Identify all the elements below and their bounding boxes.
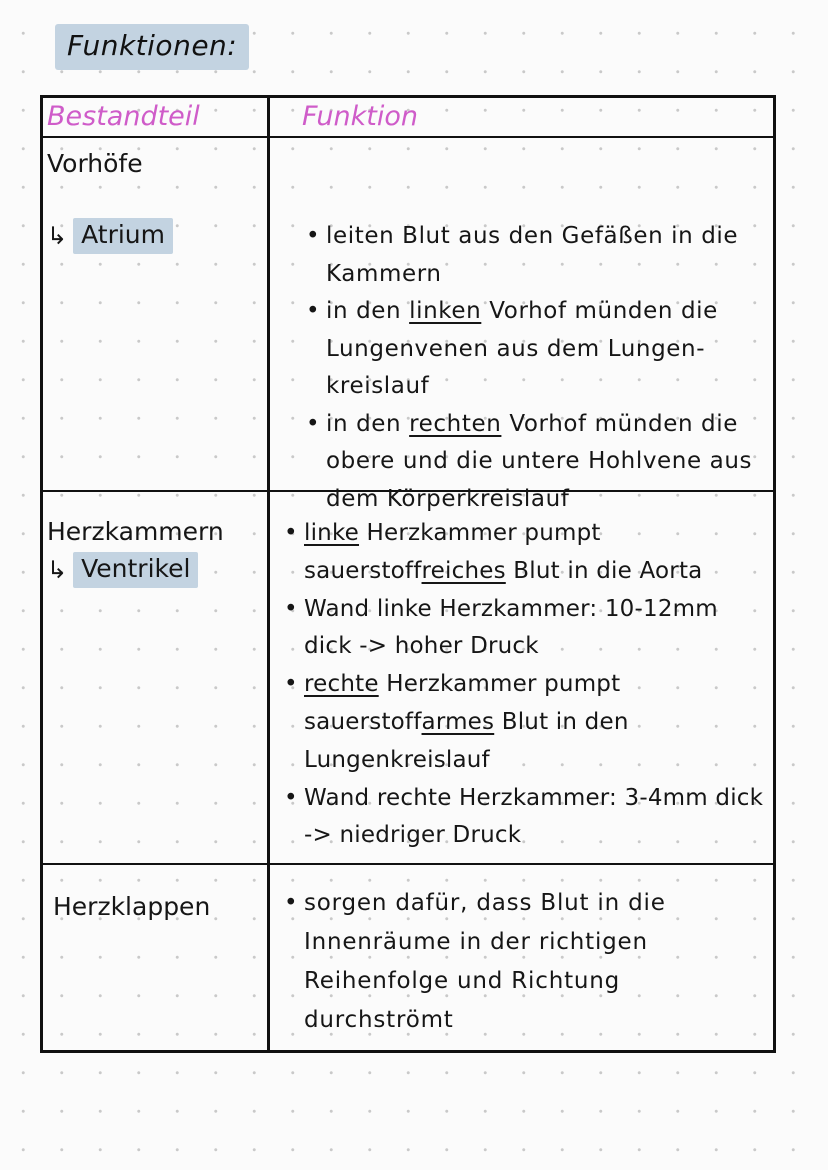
row-atria-function [270, 138, 773, 512]
row-atria-component [43, 138, 270, 492]
list-item: • linke Herzkammer pumpt sauerstoffreiches Blut in die Aorta [284, 515, 764, 591]
list-item: • rechte Herzkammer pumpt sauerstoffarmes Blut in den Lungenkreislauf [284, 666, 764, 779]
row-ventricles-function [270, 492, 773, 865]
header-cell-function [270, 98, 773, 138]
list-item: • Wand linke Herzkammer: 10-12mm dick -> hoher Druck [284, 591, 764, 667]
highlighted-term: Ventrikel [73, 552, 198, 588]
row-valves-function [270, 865, 773, 1050]
list-item: • leiten Blut aus den Gefäßen in die Kammern [306, 218, 766, 293]
header-function: Funktion [302, 101, 419, 132]
list-item: • in den rechten Vorhof münden die obere und die untere Hohlvene aus dem Körperkreislauf [306, 406, 766, 519]
header-component: Bestandteil [47, 101, 200, 132]
bullet-list [284, 515, 764, 855]
notes-table [40, 95, 776, 1053]
synonym-atria [47, 218, 173, 254]
bullet-list [306, 218, 766, 518]
arrow-icon: ↳ [47, 556, 68, 584]
row-valves-component [43, 865, 270, 1050]
highlighted-term: Atrium [73, 218, 173, 254]
row-ventricles-component [43, 492, 270, 865]
synonym-ventricles [47, 552, 198, 588]
bullet-list [284, 884, 754, 1040]
term-valves: Herzklappen [53, 892, 211, 921]
list-item: • Wand rechte Herzkammer: 3-4mm dick -> niedriger Druck [284, 780, 764, 856]
header-cell-component [43, 98, 270, 138]
list-item: • sorgen dafür, dass Blut in die Innenräume in der richtigen Reihenfolge und Richtung durchströmt [284, 884, 754, 1040]
list-item: • in den linken Vorhof münden die Lungenvenen aus dem Lungen-kreislauf [306, 293, 766, 406]
page-title: Funktionen: [55, 24, 249, 70]
arrow-icon: ↳ [47, 222, 68, 250]
term-ventricles: Herzkammern [47, 517, 224, 546]
term-atria: Vorhöfe [47, 149, 143, 178]
